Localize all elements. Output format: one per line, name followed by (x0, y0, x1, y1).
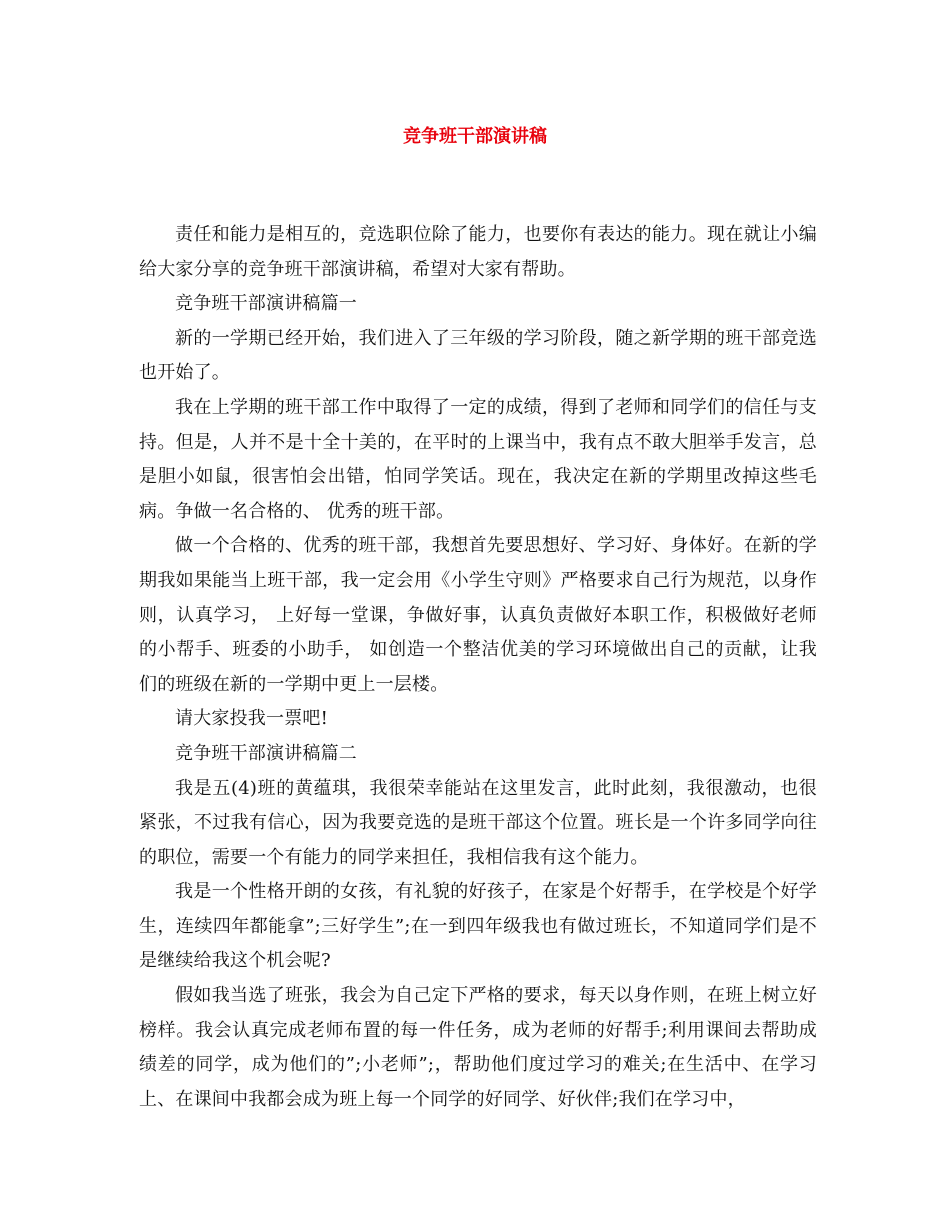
paragraph: 我是一个性格开朗的女孩，有礼貌的好孩子，在家是个好帮手，在学校是个好学生，连续四年都能拿”;三好学生”;在一到四年级我也有做过班长，不知道同学们是不是继续给我这个机会呢? (139, 881, 817, 972)
section-heading-2: 竞争班干部演讲稿篇二 (175, 742, 357, 764)
paragraph: 新的一学期已经开始，我们进入了三年级的学习阶段，随之新学期的班干部竞选也开始了。 (139, 327, 817, 384)
paragraph: 我是五(4)班的黄蕴琪，我很荣幸能站在这里发言，此时此刻，我很激动，也很紧张，不过我有信心，因为我要竞选的是班干部这个位置。班长是一个许多同学向往的职位，需要一个有能力的同学来担任，我相信我有这个能力。 (139, 777, 817, 868)
paragraph-intro: 责任和能力是相互的，竞选职位除了能力，也要你有表达的能力。现在就让小编给大家分享的竞争班干部演讲稿，希望对大家有帮助。 (139, 224, 817, 280)
paragraph: 做一个合格的、优秀的班干部，我想首先要思想好、学习好、身体好。在新的学期我如果能当上班干部，我一定会用《小学生守则》严格要求自己行为规范，以身作则，认真学习， 上好每一堂课，争做好事，认真负责做好本职工作，积极做好老师的小帮手、班委的小助手， 如创造一个整洁优美的学习环境做出自己的贡献，让我们的班级在新的一学期中更上一层楼。 (139, 535, 817, 695)
section-heading-1: 竞争班干部演讲稿篇一 (175, 293, 357, 315)
paragraph: 假如我当选了班张，我会为自己定下严格的要求，每天以身作则，在班上树立好榜样。我会认真完成老师布置的每一件任务，成为老师的好帮手;利用课间去帮助成绩差的同学，成为他们的”;小老师”;，帮助他们度过学习的难关;在生活中、在学习上、在课间中我都会成为班上每一个同学的好同学、好伙伴;我们在学习中， (139, 985, 817, 1110)
paragraph: 我在上学期的班干部工作中取得了一定的成绩，得到了老师和同学们的信任与支持。但是，人并不是十全十美的，在平时的上课当中，我有点不敢大胆举手发言，总是胆小如鼠，很害怕会出错，怕同学笑话。现在，我决定在新的学期里改掉这些毛病。争做一名合格的、 优秀的班干部。 (139, 396, 817, 522)
document-body (139, 218, 817, 1117)
document-title: 竞争班干部演讲稿 (403, 126, 547, 147)
paragraph: 请大家投我一票吧! (175, 708, 329, 730)
